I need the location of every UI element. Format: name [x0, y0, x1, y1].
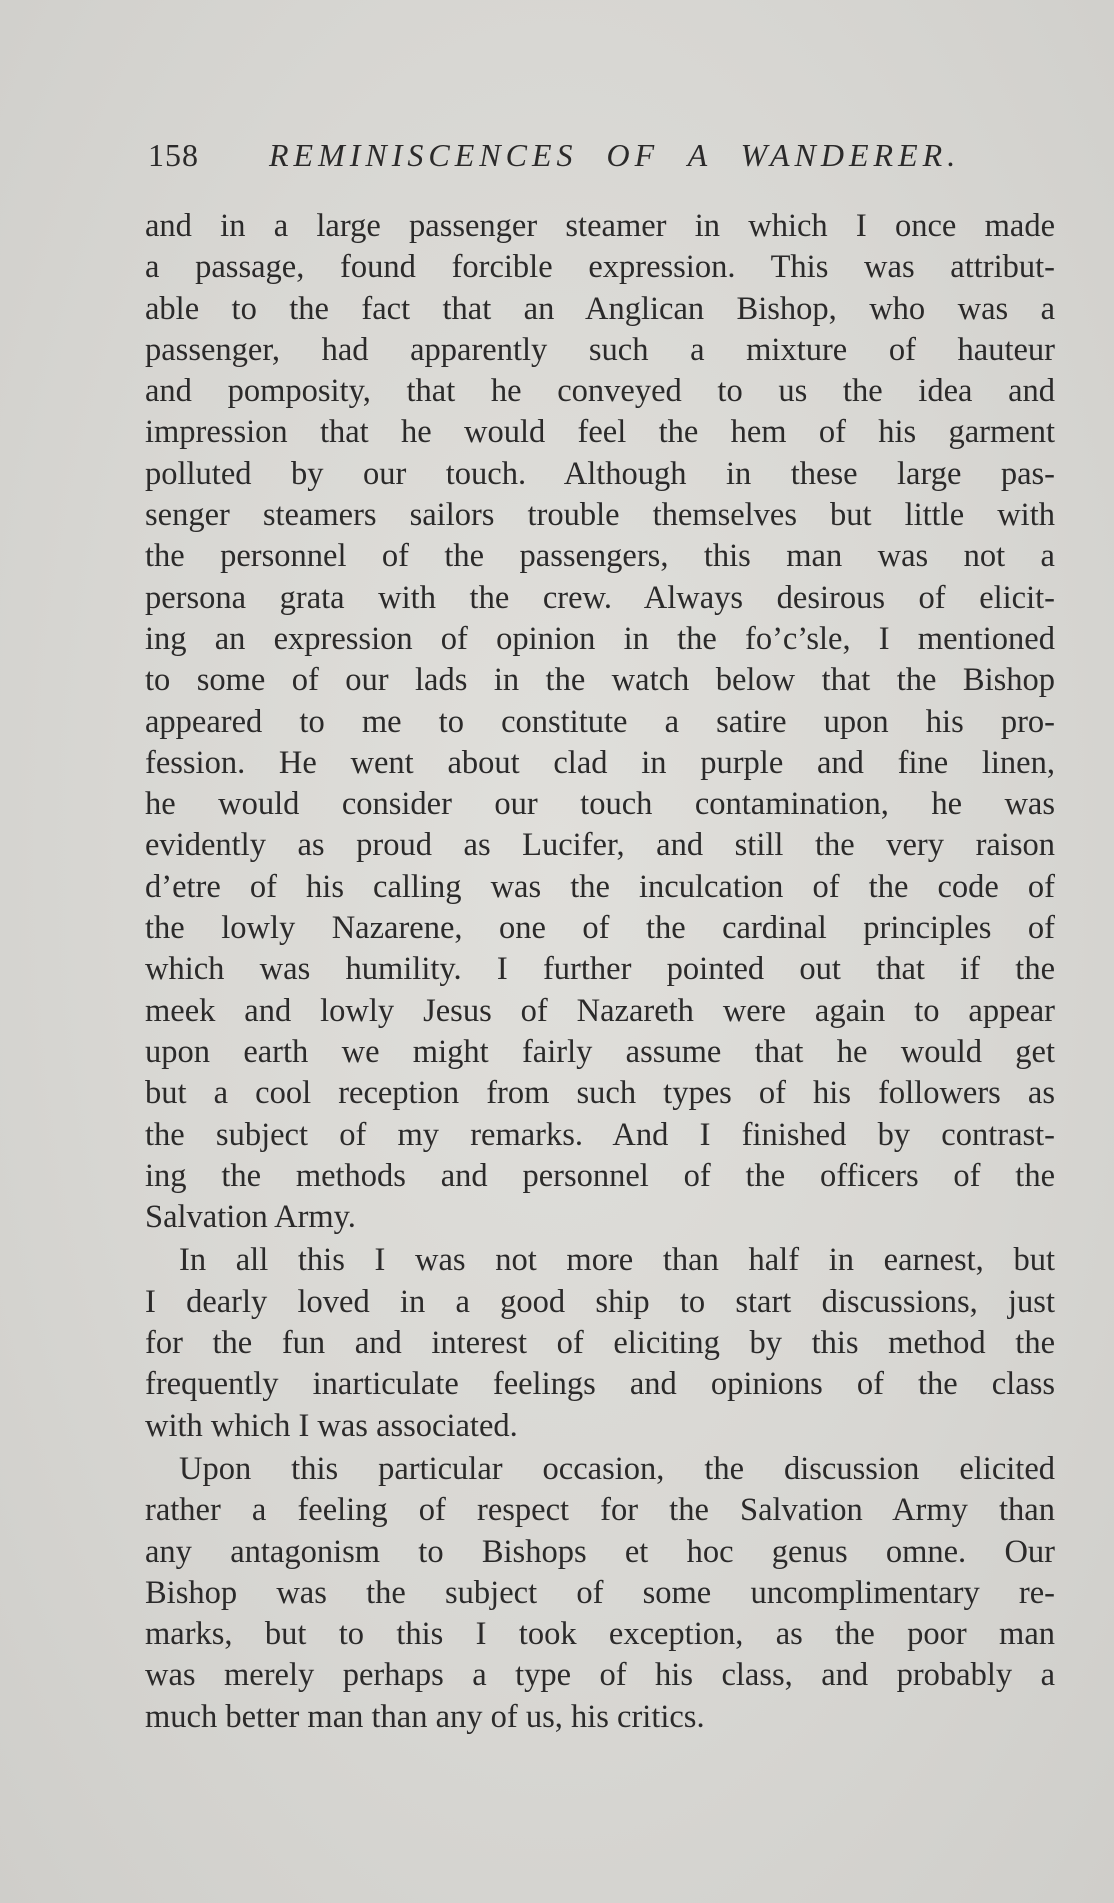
text-line: to some of our lads in the watch below that the Bishop — [145, 662, 1055, 699]
paragraph-2 — [145, 1240, 1055, 1446]
text-line: In all this I was not more than half in earnest, but — [179, 1242, 1055, 1279]
text-line: marks, but to this I took exception, as the poor man — [145, 1616, 1055, 1653]
text-line: the lowly Nazarene, one of the cardinal principles of — [145, 910, 1055, 947]
text-line: senger steamers sailors trouble themselves but little with — [145, 497, 1055, 534]
text-line: Upon this particular occasion, the discussion elicited — [179, 1450, 1055, 1487]
text-line: but a cool reception from such types of his followers as — [145, 1075, 1055, 1112]
text-line: which was humility. I further pointed out that if the — [145, 951, 1055, 988]
text-line: much better man than any of us, his critics. — [145, 1698, 705, 1735]
text-line: passenger, had apparently such a mixture of hauteur — [145, 331, 1055, 368]
text-line: the subject of my remarks. And I finished by contrast- — [145, 1116, 1055, 1153]
text-line: upon earth we might fairly assume that he would get — [145, 1033, 1055, 1070]
text-line: with which I was associated. — [145, 1407, 518, 1444]
text-line: persona grata with the crew. Always desirous of elicit- — [145, 579, 1055, 616]
text-line: and in a large passenger steamer in which I once made — [145, 208, 1055, 244]
text-line: ing the methods and personnel of the officers of the — [145, 1157, 1055, 1194]
running-title: REMINISCENCES OF A WANDERER. — [269, 137, 961, 173]
text-line: the personnel of the passengers, this man was not a — [145, 538, 1055, 575]
text-line: able to the fact that an Anglican Bishop, who was a — [145, 290, 1055, 327]
text-line: a passage, found forcible expression. This was attribut- — [145, 249, 1055, 286]
text-line: Bishop was the subject of some uncomplimentary re- — [145, 1574, 1055, 1611]
text-line: appeared to me to constitute a satire upon his pro- — [145, 703, 1055, 740]
text-line: fession. He went about clad in purple and fine linen, — [145, 744, 1055, 781]
text-line: he would consider our touch contamination, he was — [145, 786, 1055, 823]
text-line: for the fun and interest of eliciting by this method the — [145, 1325, 1055, 1362]
text-line: polluted by our touch. Although in these large pas- — [145, 455, 1055, 492]
text-line: evidently as proud as Lucifer, and still the very raison — [145, 827, 1055, 864]
text-line: I dearly loved in a good ship to start discussions, just — [145, 1283, 1055, 1320]
text-line: meek and lowly Jesus of Nazareth were again to appear — [145, 992, 1055, 1029]
text-line: rather a feeling of respect for the Salvation Army than — [145, 1492, 1055, 1529]
body-text — [145, 206, 1055, 1738]
page-number: 158 — [148, 137, 199, 173]
text-line: frequently inarticulate feelings and opinions of the class — [145, 1366, 1055, 1403]
text-line: and pomposity, that he conveyed to us the idea and — [145, 373, 1055, 410]
text-line: any antagonism to Bishops et hoc genus omne. Our — [145, 1533, 1055, 1570]
paragraph-3 — [145, 1449, 1055, 1738]
text-line: d’etre of his calling was the inculcation of the code of — [145, 868, 1055, 905]
paragraph-1 — [145, 206, 1055, 1238]
text-line: impression that he would feel the hem of his garment — [145, 414, 1055, 451]
text-line: ing an expression of opinion in the fo’c’sle, I mentioned — [145, 620, 1055, 657]
text-line: was merely perhaps a type of his class, and probably a — [145, 1657, 1055, 1694]
page-header — [148, 130, 968, 180]
text-line: Salvation Army. — [145, 1199, 356, 1236]
